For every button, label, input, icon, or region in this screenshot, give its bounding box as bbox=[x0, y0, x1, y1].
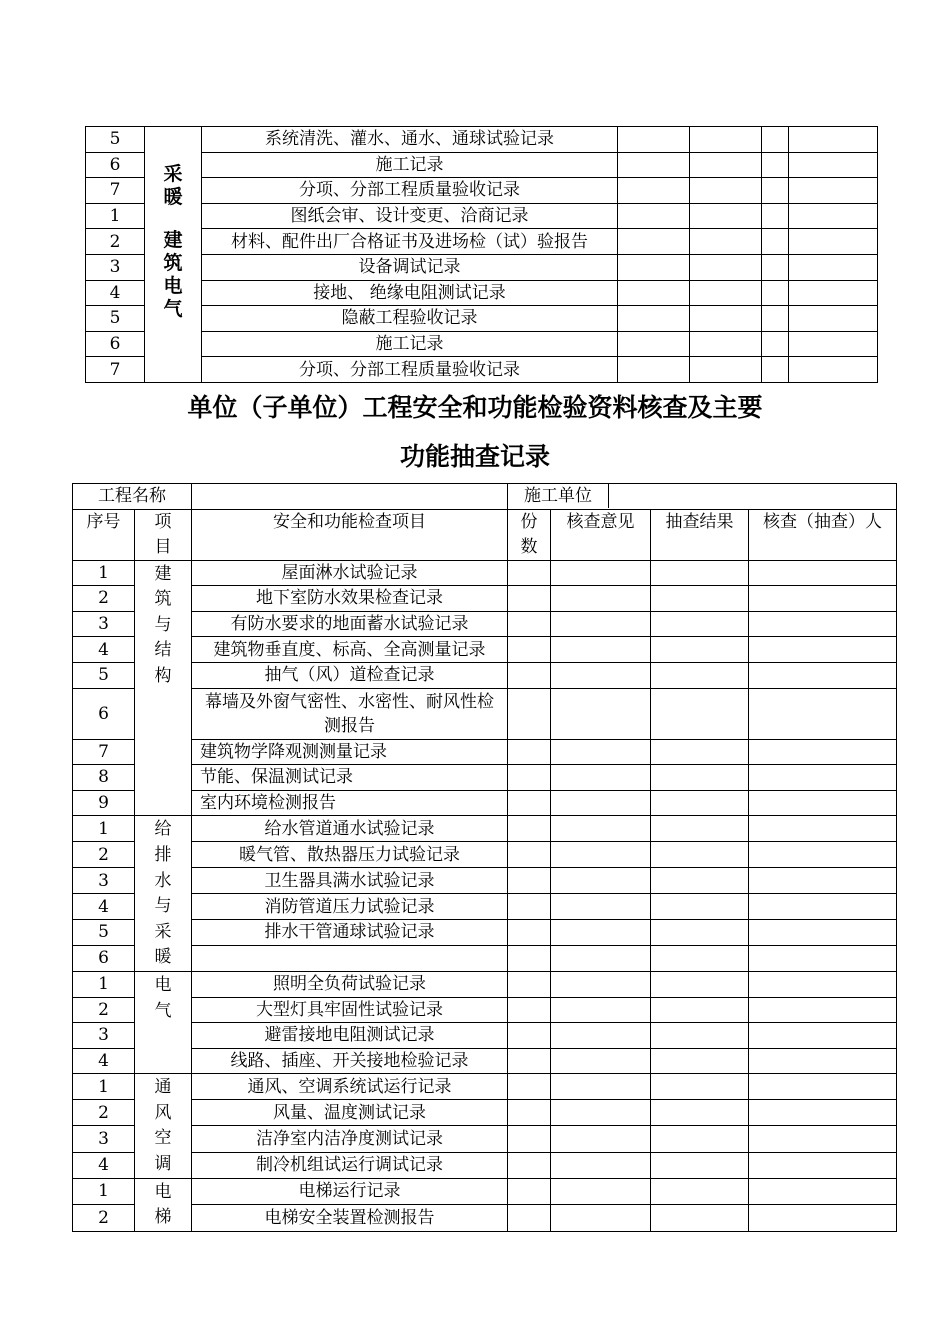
check-item: 洁净室内洁净度测试记录 bbox=[192, 1126, 508, 1152]
t1-blank-d[interactable] bbox=[789, 178, 878, 204]
check-person-field[interactable] bbox=[749, 1023, 897, 1049]
check-opinion-field[interactable] bbox=[551, 1205, 651, 1232]
check-copies-field[interactable] bbox=[508, 1178, 551, 1205]
check-result-field[interactable] bbox=[651, 1023, 749, 1049]
t1-item: 分项、分部工程质量验收记录 bbox=[202, 357, 618, 383]
check-opinion-field[interactable] bbox=[551, 842, 651, 868]
header-person: 核查（抽查）人 bbox=[749, 509, 897, 560]
t1-blank-a[interactable] bbox=[618, 178, 690, 204]
check-opinion-field[interactable] bbox=[551, 1023, 651, 1049]
check-result-field[interactable] bbox=[651, 1126, 749, 1152]
t1-seq: 5 bbox=[86, 127, 145, 153]
check-category: 给 排 水 与 采 暖 bbox=[135, 816, 192, 972]
check-category: 电 梯 bbox=[135, 1178, 192, 1231]
check-row bbox=[73, 739, 897, 765]
check-row bbox=[73, 1178, 897, 1205]
t1-blank-a[interactable] bbox=[618, 280, 690, 306]
t1-blank-c[interactable] bbox=[762, 127, 789, 153]
project-info-row bbox=[73, 484, 897, 510]
contractor-cell bbox=[508, 484, 897, 510]
check-result-field[interactable] bbox=[651, 586, 749, 612]
check-category: 电 气 bbox=[135, 971, 192, 1073]
t1-seq: 1 bbox=[86, 203, 145, 229]
check-item: 照明全负荷试验记录 bbox=[192, 971, 508, 997]
check-result-field[interactable] bbox=[651, 765, 749, 791]
contractor-field[interactable] bbox=[609, 484, 896, 508]
check-opinion-field[interactable] bbox=[551, 1100, 651, 1126]
t1-blank-c[interactable] bbox=[762, 254, 789, 280]
check-opinion-field[interactable] bbox=[551, 894, 651, 920]
t1-item: 系统清洗、灌水、通水、通球试验记录 bbox=[202, 127, 618, 153]
check-row bbox=[73, 1100, 897, 1126]
check-item: 电梯安全装置检测报告 bbox=[192, 1205, 508, 1232]
check-person-field[interactable] bbox=[749, 1100, 897, 1126]
check-copies-field[interactable] bbox=[508, 842, 551, 868]
check-copies-field[interactable] bbox=[508, 637, 551, 663]
check-row bbox=[73, 894, 897, 920]
check-row bbox=[73, 560, 897, 586]
t1-seq: 6 bbox=[86, 331, 145, 357]
t1-blank-a[interactable] bbox=[618, 306, 690, 332]
check-item: 建筑物学降观测测量记录 bbox=[192, 739, 508, 765]
check-item: 通风、空调系统试运行记录 bbox=[192, 1074, 508, 1100]
check-row bbox=[73, 611, 897, 637]
check-opinion-field[interactable] bbox=[551, 611, 651, 637]
t1-blank-b[interactable] bbox=[690, 229, 762, 255]
check-opinion-field[interactable] bbox=[551, 920, 651, 946]
check-person-field[interactable] bbox=[749, 688, 897, 739]
check-person-field[interactable] bbox=[749, 586, 897, 612]
t1-seq: 4 bbox=[86, 280, 145, 306]
check-person-field[interactable] bbox=[749, 816, 897, 842]
project-name-label: 工程名称 bbox=[73, 484, 192, 510]
check-row bbox=[73, 765, 897, 791]
check-opinion-field[interactable] bbox=[551, 1152, 651, 1178]
check-copies-field[interactable] bbox=[508, 920, 551, 946]
check-person-field[interactable] bbox=[749, 611, 897, 637]
t1-item: 分项、分部工程质量验收记录 bbox=[202, 178, 618, 204]
check-item: 消防管道压力试验记录 bbox=[192, 894, 508, 920]
check-row bbox=[73, 1074, 897, 1100]
t1-row bbox=[86, 306, 878, 332]
t1-blank-d[interactable] bbox=[789, 229, 878, 255]
check-row bbox=[73, 997, 897, 1023]
check-item: 幕墙及外窗气密性、水密性、耐风性检测报告 bbox=[192, 688, 508, 739]
t1-row bbox=[86, 254, 878, 280]
check-opinion-field[interactable] bbox=[551, 1074, 651, 1100]
check-item: 室内环境检测报告 bbox=[192, 790, 508, 816]
t1-row bbox=[86, 127, 878, 153]
t1-blank-c[interactable] bbox=[762, 178, 789, 204]
check-person-field[interactable] bbox=[749, 1048, 897, 1074]
check-seq: 1 bbox=[73, 816, 135, 842]
check-result-field[interactable] bbox=[651, 611, 749, 637]
check-row bbox=[73, 790, 897, 816]
t1-row bbox=[86, 178, 878, 204]
t1-blank-a[interactable] bbox=[618, 229, 690, 255]
check-person-field[interactable] bbox=[749, 765, 897, 791]
t1-blank-c[interactable] bbox=[762, 229, 789, 255]
check-item: 暖气管、散热器压力试验记录 bbox=[192, 842, 508, 868]
check-result-field[interactable] bbox=[651, 662, 749, 688]
check-row bbox=[73, 662, 897, 688]
check-item: 线路、插座、开关接地检验记录 bbox=[192, 1048, 508, 1074]
check-opinion-field[interactable] bbox=[551, 1126, 651, 1152]
t1-blank-a[interactable] bbox=[618, 254, 690, 280]
check-seq: 4 bbox=[73, 1048, 135, 1074]
safety-function-check-table bbox=[72, 483, 897, 1232]
check-seq: 1 bbox=[73, 971, 135, 997]
t1-blank-d[interactable] bbox=[789, 254, 878, 280]
check-person-field[interactable] bbox=[749, 739, 897, 765]
check-opinion-field[interactable] bbox=[551, 637, 651, 663]
check-seq: 2 bbox=[73, 842, 135, 868]
check-item: 大型灯具牢固性试验记录 bbox=[192, 997, 508, 1023]
check-person-field[interactable] bbox=[749, 1178, 897, 1205]
check-row bbox=[73, 971, 897, 997]
check-opinion-field[interactable] bbox=[551, 560, 651, 586]
t1-blank-a[interactable] bbox=[618, 152, 690, 178]
check-result-field[interactable] bbox=[651, 868, 749, 894]
check-item: 建筑物垂直度、标高、全高测量记录 bbox=[192, 637, 508, 663]
check-seq: 1 bbox=[73, 1178, 135, 1205]
checklist-continuation-table bbox=[85, 126, 878, 383]
t1-blank-c[interactable] bbox=[762, 306, 789, 332]
check-person-field[interactable] bbox=[749, 997, 897, 1023]
t1-seq: 7 bbox=[86, 357, 145, 383]
check-opinion-field[interactable] bbox=[551, 971, 651, 997]
check-item: 电梯运行记录 bbox=[192, 1178, 508, 1205]
check-copies-field[interactable] bbox=[508, 1074, 551, 1100]
check-item bbox=[192, 945, 508, 971]
check-copies-field[interactable] bbox=[508, 816, 551, 842]
t1-seq: 7 bbox=[86, 178, 145, 204]
check-row bbox=[73, 637, 897, 663]
check-opinion-field[interactable] bbox=[551, 765, 651, 791]
check-person-field[interactable] bbox=[749, 637, 897, 663]
check-copies-field[interactable] bbox=[508, 611, 551, 637]
check-item: 地下室防水效果检查记录 bbox=[192, 586, 508, 612]
t1-item: 隐蔽工程验收记录 bbox=[202, 306, 618, 332]
check-result-field[interactable] bbox=[651, 997, 749, 1023]
t1-blank-a[interactable] bbox=[618, 203, 690, 229]
t1-row bbox=[86, 203, 878, 229]
t1-row bbox=[86, 280, 878, 306]
check-person-field[interactable] bbox=[749, 790, 897, 816]
check-person-field[interactable] bbox=[749, 560, 897, 586]
check-item: 有防水要求的地面蓄水试验记录 bbox=[192, 611, 508, 637]
check-copies-field[interactable] bbox=[508, 1100, 551, 1126]
t1-blank-a[interactable] bbox=[618, 331, 690, 357]
check-result-field[interactable] bbox=[651, 1178, 749, 1205]
t1-blank-b[interactable] bbox=[690, 357, 762, 383]
check-seq: 2 bbox=[73, 1100, 135, 1126]
t1-item: 图纸会审、设计变更、洽商记录 bbox=[202, 203, 618, 229]
check-copies-field[interactable] bbox=[508, 1048, 551, 1074]
check-item: 排水干管通球试验记录 bbox=[192, 920, 508, 946]
check-person-field[interactable] bbox=[749, 894, 897, 920]
t1-item: 设备调试记录 bbox=[202, 254, 618, 280]
check-seq: 5 bbox=[73, 920, 135, 946]
check-result-field[interactable] bbox=[651, 739, 749, 765]
check-person-field[interactable] bbox=[749, 1126, 897, 1152]
t1-blank-d[interactable] bbox=[789, 331, 878, 357]
t1-blank-b[interactable] bbox=[690, 203, 762, 229]
t1-seq: 2 bbox=[86, 229, 145, 255]
check-opinion-field[interactable] bbox=[551, 586, 651, 612]
check-seq: 6 bbox=[73, 688, 135, 739]
document-title-line1: 单位（子单位）工程安全和功能检验资料核查及主要 bbox=[187, 393, 763, 422]
t1-blank-a[interactable] bbox=[618, 357, 690, 383]
check-result-field[interactable] bbox=[651, 1152, 749, 1178]
check-copies-field[interactable] bbox=[508, 765, 551, 791]
t1-blank-b[interactable] bbox=[690, 152, 762, 178]
check-row bbox=[73, 1152, 897, 1178]
check-seq: 3 bbox=[73, 1126, 135, 1152]
t1-blank-d[interactable] bbox=[789, 203, 878, 229]
check-person-field[interactable] bbox=[749, 1152, 897, 1178]
check-category: 建 筑 与 结 构 bbox=[135, 560, 192, 816]
project-name-field[interactable] bbox=[192, 484, 508, 510]
check-person-field[interactable] bbox=[749, 971, 897, 997]
t1-blank-b[interactable] bbox=[690, 331, 762, 357]
check-opinion-field[interactable] bbox=[551, 868, 651, 894]
check-seq: 4 bbox=[73, 637, 135, 663]
t1-item: 施工记录 bbox=[202, 331, 618, 357]
check-seq: 8 bbox=[73, 765, 135, 791]
check-row bbox=[73, 586, 897, 612]
check-copies-field[interactable] bbox=[508, 945, 551, 971]
check-result-field[interactable] bbox=[651, 790, 749, 816]
t1-seq: 6 bbox=[86, 152, 145, 178]
check-row bbox=[73, 1023, 897, 1049]
t1-row bbox=[86, 357, 878, 383]
check-row bbox=[73, 816, 897, 842]
check-result-field[interactable] bbox=[651, 971, 749, 997]
header-copies: 份 数 bbox=[508, 509, 551, 560]
check-item: 节能、保温测试记录 bbox=[192, 765, 508, 791]
check-opinion-field[interactable] bbox=[551, 688, 651, 739]
t1-blank-c[interactable] bbox=[762, 331, 789, 357]
t1-seq: 5 bbox=[86, 306, 145, 332]
check-item: 给水管道通水试验记录 bbox=[192, 816, 508, 842]
check-person-field[interactable] bbox=[749, 662, 897, 688]
check-copies-field[interactable] bbox=[508, 560, 551, 586]
check-result-field[interactable] bbox=[651, 1074, 749, 1100]
check-item: 屋面淋水试验记录 bbox=[192, 560, 508, 586]
t1-blank-b[interactable] bbox=[690, 280, 762, 306]
check-result-field[interactable] bbox=[651, 688, 749, 739]
t1-blank-d[interactable] bbox=[789, 357, 878, 383]
check-seq: 9 bbox=[73, 790, 135, 816]
t1-category-cell bbox=[145, 127, 202, 383]
check-copies-field[interactable] bbox=[508, 1205, 551, 1232]
check-seq: 4 bbox=[73, 1152, 135, 1178]
t1-blank-d[interactable] bbox=[789, 280, 878, 306]
check-copies-field[interactable] bbox=[508, 1126, 551, 1152]
check-person-field[interactable] bbox=[749, 920, 897, 946]
check-copies-field[interactable] bbox=[508, 586, 551, 612]
check-opinion-field[interactable] bbox=[551, 1048, 651, 1074]
header-result: 抽查结果 bbox=[651, 509, 749, 560]
t1-blank-c[interactable] bbox=[762, 152, 789, 178]
check-result-field[interactable] bbox=[651, 1100, 749, 1126]
header-seq: 序号 bbox=[73, 509, 135, 560]
t1-blank-c[interactable] bbox=[762, 203, 789, 229]
check-result-field[interactable] bbox=[651, 842, 749, 868]
check-opinion-field[interactable] bbox=[551, 662, 651, 688]
check-result-field[interactable] bbox=[651, 1205, 749, 1232]
contractor-label: 施工单位 bbox=[508, 484, 609, 508]
check-opinion-field[interactable] bbox=[551, 945, 651, 971]
t1-category-label: 建 筑 电 气 bbox=[163, 229, 183, 320]
check-row bbox=[73, 920, 897, 946]
t1-blank-b[interactable] bbox=[690, 127, 762, 153]
t1-item: 材料、配件出厂合格证书及进场检（试）验报告 bbox=[202, 229, 618, 255]
check-seq: 3 bbox=[73, 611, 135, 637]
t1-blank-b[interactable] bbox=[690, 254, 762, 280]
check-result-field[interactable] bbox=[651, 894, 749, 920]
document-title-line2: 功能抽查记录 bbox=[399, 442, 550, 471]
check-result-field[interactable] bbox=[651, 920, 749, 946]
check-person-field[interactable] bbox=[749, 1205, 897, 1232]
check-item: 制冷机组试运行调试记录 bbox=[192, 1152, 508, 1178]
check-row bbox=[73, 1126, 897, 1152]
check-copies-field[interactable] bbox=[508, 662, 551, 688]
check-opinion-field[interactable] bbox=[551, 739, 651, 765]
check-seq: 7 bbox=[73, 739, 135, 765]
check-opinion-field[interactable] bbox=[551, 816, 651, 842]
check-row bbox=[73, 842, 897, 868]
t1-seq: 3 bbox=[86, 254, 145, 280]
check-copies-field[interactable] bbox=[508, 894, 551, 920]
check-category: 通 风 空 调 bbox=[135, 1074, 192, 1178]
check-opinion-field[interactable] bbox=[551, 790, 651, 816]
header-row bbox=[73, 509, 897, 560]
t1-blank-d[interactable] bbox=[789, 127, 878, 153]
check-copies-field[interactable] bbox=[508, 868, 551, 894]
check-copies-field[interactable] bbox=[508, 688, 551, 739]
check-result-field[interactable] bbox=[651, 945, 749, 971]
check-seq: 1 bbox=[73, 560, 135, 586]
check-opinion-field[interactable] bbox=[551, 997, 651, 1023]
header-category: 项 目 bbox=[135, 509, 192, 560]
check-item: 抽气（风）道检查记录 bbox=[192, 662, 508, 688]
check-item: 避雷接地电阻测试记录 bbox=[192, 1023, 508, 1049]
check-opinion-field[interactable] bbox=[551, 1178, 651, 1205]
check-copies-field[interactable] bbox=[508, 1023, 551, 1049]
check-row bbox=[73, 1048, 897, 1074]
t1-blank-d[interactable] bbox=[789, 152, 878, 178]
check-seq: 3 bbox=[73, 1023, 135, 1049]
t1-blank-c[interactable] bbox=[762, 280, 789, 306]
t1-blank-d[interactable] bbox=[789, 306, 878, 332]
check-seq: 2 bbox=[73, 997, 135, 1023]
header-item: 安全和功能检查项目 bbox=[192, 509, 508, 560]
check-result-field[interactable] bbox=[651, 560, 749, 586]
check-seq: 3 bbox=[73, 868, 135, 894]
check-item: 风量、温度测试记录 bbox=[192, 1100, 508, 1126]
check-person-field[interactable] bbox=[749, 1074, 897, 1100]
header-opinion: 核查意见 bbox=[551, 509, 651, 560]
check-copies-field[interactable] bbox=[508, 997, 551, 1023]
check-result-field[interactable] bbox=[651, 637, 749, 663]
t1-item: 施工记录 bbox=[202, 152, 618, 178]
check-copies-field[interactable] bbox=[508, 790, 551, 816]
check-row bbox=[73, 868, 897, 894]
check-seq: 5 bbox=[73, 662, 135, 688]
check-row bbox=[73, 688, 897, 739]
check-copies-field[interactable] bbox=[508, 971, 551, 997]
check-seq: 1 bbox=[73, 1074, 135, 1100]
check-seq: 6 bbox=[73, 945, 135, 971]
check-copies-field[interactable] bbox=[508, 739, 551, 765]
check-seq: 2 bbox=[73, 1205, 135, 1232]
t1-row bbox=[86, 229, 878, 255]
t1-row bbox=[86, 152, 878, 178]
check-result-field[interactable] bbox=[651, 816, 749, 842]
t1-category-label: 采 暖 bbox=[163, 163, 183, 208]
t1-blank-c[interactable] bbox=[762, 357, 789, 383]
t1-blank-b[interactable] bbox=[690, 306, 762, 332]
t1-blank-b[interactable] bbox=[690, 178, 762, 204]
check-item: 卫生器具满水试验记录 bbox=[192, 868, 508, 894]
check-seq: 4 bbox=[73, 894, 135, 920]
check-copies-field[interactable] bbox=[508, 1152, 551, 1178]
check-seq: 2 bbox=[73, 586, 135, 612]
check-result-field[interactable] bbox=[651, 1048, 749, 1074]
check-person-field[interactable] bbox=[749, 868, 897, 894]
check-person-field[interactable] bbox=[749, 842, 897, 868]
check-person-field[interactable] bbox=[749, 945, 897, 971]
t1-row bbox=[86, 331, 878, 357]
check-row bbox=[73, 945, 897, 971]
check-row bbox=[73, 1205, 897, 1232]
t1-blank-a[interactable] bbox=[618, 127, 690, 153]
t1-item: 接地、 绝缘电阻测试记录 bbox=[202, 280, 618, 306]
